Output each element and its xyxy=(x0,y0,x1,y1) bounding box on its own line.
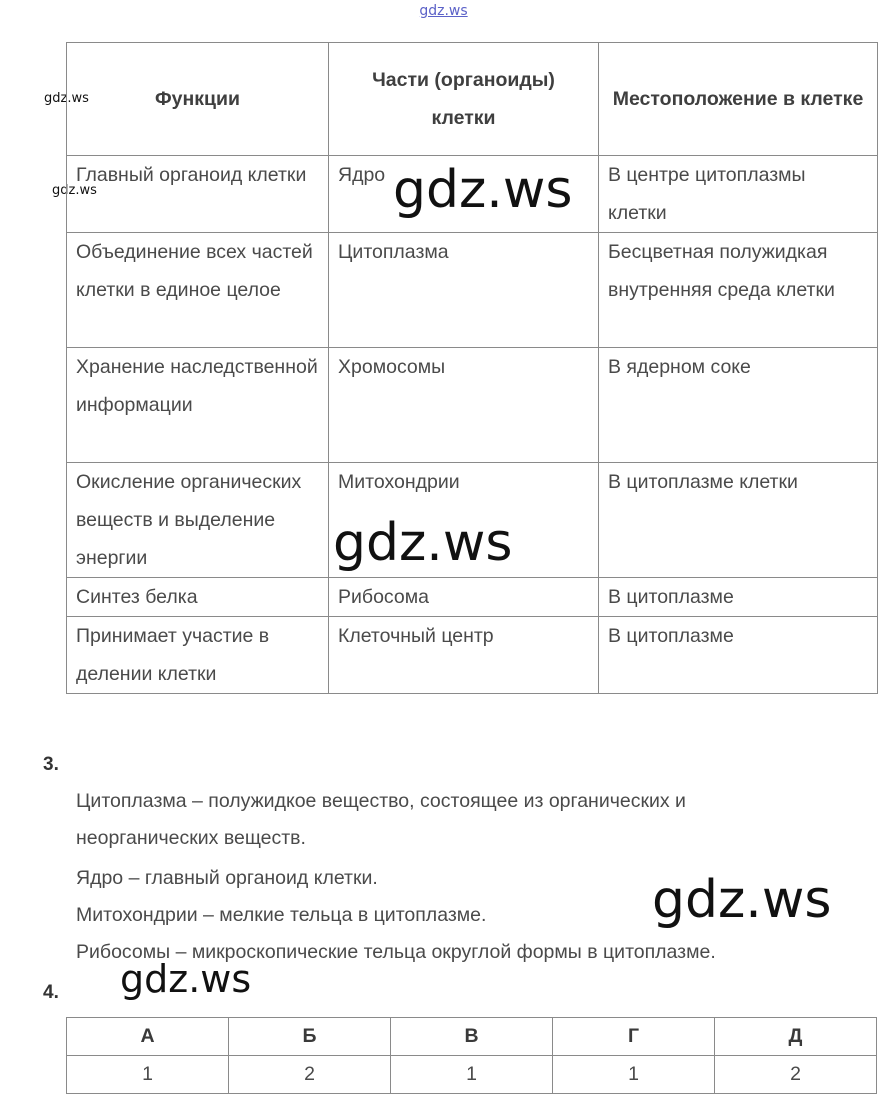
functions-table xyxy=(66,42,878,694)
table-row xyxy=(67,233,878,348)
cell-part: Рибосома xyxy=(329,578,599,617)
cell-part: Хромосомы xyxy=(329,348,599,463)
header-functions: Функции xyxy=(67,43,329,156)
cell-part: Цитоплазма xyxy=(329,233,599,348)
cell-location: Бесцветная полужидкая внутренняя среда клетки xyxy=(599,233,878,348)
section-3-line: неорганических веществ. xyxy=(76,827,306,849)
answer-letter: Д xyxy=(715,1018,877,1056)
table-row xyxy=(67,617,878,694)
table-row xyxy=(67,348,878,463)
table-row xyxy=(67,578,878,617)
answer-value: 1 xyxy=(553,1056,715,1094)
cell-function: Синтез белка xyxy=(67,578,329,617)
answer-value: 1 xyxy=(67,1056,229,1094)
cell-part: Митохондрии xyxy=(329,463,599,578)
section-4-number: 4. xyxy=(43,982,59,1003)
cell-part: Клеточный центр xyxy=(329,617,599,694)
watermark-top-link[interactable]: gdz.ws xyxy=(419,3,468,19)
answers-header-row xyxy=(67,1018,877,1056)
answer-letter: В xyxy=(391,1018,553,1056)
answer-value: 2 xyxy=(715,1056,877,1094)
section-3-line: Митохондрии – мелкие тельца в цитоплазме. xyxy=(76,904,487,926)
cell-function: Главный органоид клетки xyxy=(67,156,329,233)
answer-letter: Б xyxy=(229,1018,391,1056)
watermark-small: gdz.ws xyxy=(44,91,89,106)
watermark-large: gdz.ws xyxy=(652,870,832,930)
answer-letter: Г xyxy=(553,1018,715,1056)
cell-location: В ядерном соке xyxy=(599,348,878,463)
header-location: Местоположение в клетке xyxy=(599,43,878,156)
cell-location: В цитоплазме клетки xyxy=(599,463,878,578)
answers-table xyxy=(66,1017,877,1094)
watermark-large: gdz.ws xyxy=(120,957,252,1001)
cell-function: Хранение наследственной информации xyxy=(67,348,329,463)
answer-letter: А xyxy=(67,1018,229,1056)
cell-part: Ядро xyxy=(329,156,599,233)
cell-function: Объединение всех частей клетки в единое целое xyxy=(67,233,329,348)
table-header-row xyxy=(67,43,878,156)
cell-function: Принимает участие в делении клетки xyxy=(67,617,329,694)
header-parts: Части (органоиды) клетки xyxy=(329,43,599,156)
section-3-line: Ядро – главный органоид клетки. xyxy=(76,867,378,889)
section-3-number: 3. xyxy=(43,754,59,775)
cell-location: В цитоплазме xyxy=(599,578,878,617)
answer-value: 1 xyxy=(391,1056,553,1094)
watermark-large: gdz.ws xyxy=(393,160,573,220)
cell-location: В цитоплазме xyxy=(599,617,878,694)
answers-values-row xyxy=(67,1056,877,1094)
answer-value: 2 xyxy=(229,1056,391,1094)
cell-function: Окисление органических веществ и выделение энергии xyxy=(67,463,329,578)
section-3-line: Рибосомы – микроскопические тельца округлой формы в цитоплазме. xyxy=(76,941,716,963)
watermark-small: gdz.ws xyxy=(52,183,97,198)
cell-location: В центре цитоплазмы клетки xyxy=(599,156,878,233)
section-3-line: Цитоплазма – полужидкое вещество, состоящее из органических и xyxy=(76,790,686,812)
watermark-large: gdz.ws xyxy=(333,513,513,573)
